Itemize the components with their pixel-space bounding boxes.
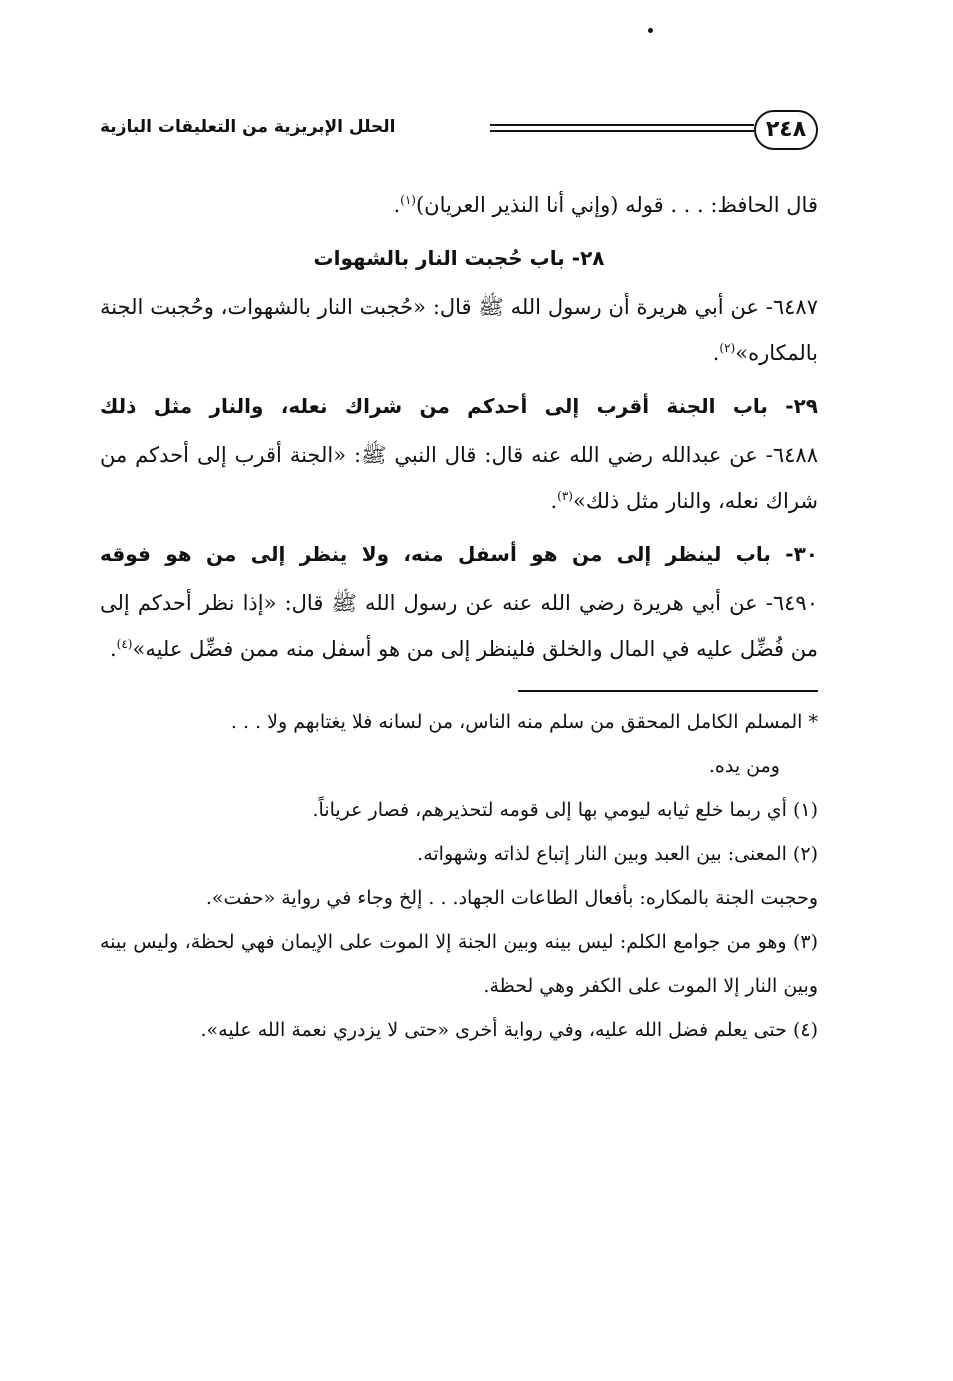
footnote-star: * المسلم الكامل المحقق من سلم منه الناس، من لسانه فلا يغتابهم ولا . . . bbox=[230, 711, 818, 733]
page-number: ٢٤٨ bbox=[754, 110, 818, 150]
hadith-6488-text: ٦٤٨٨- عن عبدالله رضي الله عنه قال: قال النبي ﷺ: «الجنة أقرب إلى أحدكم من شراك نعله، والنار مثل ذلك» bbox=[100, 443, 818, 513]
header-rule bbox=[490, 124, 754, 132]
footnote-3: (٣) وهو من جوامع الكلم: ليس بينه وبين الجنة إلا الموت على الإيمان فهي لحظة، وليس بينه وبين النار إلا الموت على الكفر وهي لحظة. bbox=[100, 931, 818, 997]
hadith-6490-end: . bbox=[109, 637, 117, 661]
footnote-1: (١) أي ربما خلع ثيابه ليومي بها إلى قومه لتحذيرهم، فصار عرياناً. bbox=[312, 799, 818, 821]
footnote-ref-2: (٢) bbox=[719, 341, 736, 355]
footnote-star-cont: ومن يده. bbox=[708, 755, 780, 777]
hadith-6488-end: . bbox=[550, 489, 558, 513]
page-content bbox=[100, 182, 818, 1052]
book-page bbox=[100, 0, 818, 1381]
hadith-6488 bbox=[100, 432, 818, 524]
intro-text: قال الحافظ: . . . قوله (وإني أنا النذير العريان) bbox=[415, 193, 818, 217]
running-header bbox=[100, 110, 818, 154]
intro-end: . bbox=[393, 193, 401, 217]
chapter-28-heading: ٢٨- باب حُجبت النار بالشهوات bbox=[313, 246, 605, 270]
chapter-29-heading: ٢٩- باب الجنة أقرب إلى أحدكم من شراك نعله، والنار مثل ذلك bbox=[100, 394, 818, 418]
footnote-2-cont: وحجبت الجنة بالمكاره: بأفعال الطاعات الجهاد. . . إلخ وجاء في رواية «حفت». bbox=[205, 887, 818, 909]
chapter-30-heading: ٣٠- باب لينظر إلى من هو أسفل منه، ولا ينظر إلى من هو فوقه bbox=[100, 542, 818, 566]
footnote-2: (٢) المعنى: بين العبد وبين النار إتباع لذاته وشهواته. bbox=[417, 843, 818, 865]
hadith-6490-text: ٦٤٩٠- عن أبي هريرة رضي الله عنه عن رسول الله ﷺ قال: «إذا نظر أحدكم إلى من فُضِّل عليه في المال والخلق فلينظر إلى من هو أسفل منه ممن فضِّل عليه» bbox=[100, 591, 818, 661]
hadith-6487-text: ٦٤٨٧- عن أبي هريرة أن رسول الله ﷺ قال: «حُجبت النار بالشهوات، وحُجبت الجنة بالمكاره» bbox=[100, 295, 818, 365]
footnote-separator bbox=[518, 690, 818, 692]
hadith-6490 bbox=[100, 580, 818, 672]
footnote-ref-1: (١) bbox=[400, 193, 416, 207]
footnote-4: (٤) حتى يعلم فضل الله عليه، وفي رواية أخرى «حتى لا يزدري نعمة الله عليه». bbox=[200, 1019, 818, 1041]
footnote-ref-4: (٤) bbox=[116, 637, 133, 651]
footnote-ref-3: (٣) bbox=[557, 489, 573, 503]
ink-dot bbox=[648, 28, 653, 33]
hadith-6487 bbox=[100, 284, 818, 376]
hadith-6487-end: . bbox=[712, 341, 720, 365]
book-title: الحلل الإبريزية من التعليقات البازية bbox=[100, 117, 396, 137]
intro-paragraph bbox=[100, 182, 818, 228]
